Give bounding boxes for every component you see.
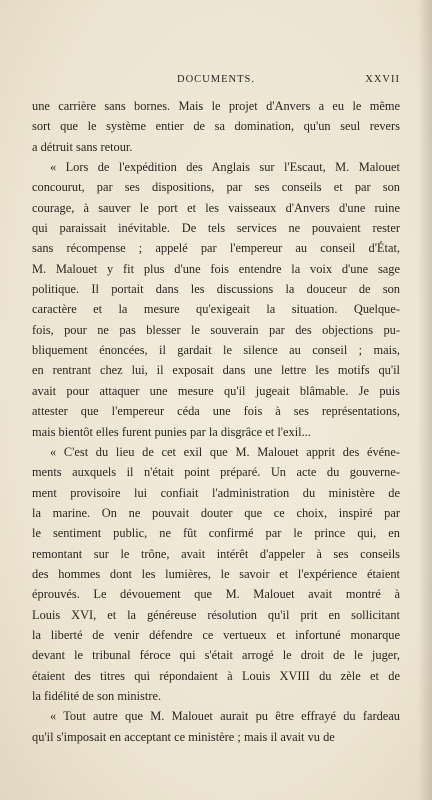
text-line: qui paraissait inévitable. De tels services ne pouvaient rester [32, 221, 400, 236]
text-line: fois, pour ne pas blesser le souverain par des objections pu- [32, 322, 400, 337]
text-line: ments auxquels il n'était point préparé. Un acte du gouverne- [32, 465, 400, 480]
text-line: qu'il s'imposait en acceptant ce ministère ; mais il avait vu de [32, 729, 335, 744]
text-line: politique. Il portait dans les discussions la douceur de son [32, 282, 400, 297]
text-line: Louis XVI, et la généreuse résolution qu'il prit en sollicitant [32, 607, 400, 622]
page-number: XXVII [365, 74, 400, 85]
text-line: « C'est du lieu de cet exil que M. Malouet apprit des événe- [50, 444, 400, 459]
text-line: sans récompense ; appelé par l'empereur au conseil d'État, [32, 241, 400, 256]
paragraph [32, 96, 400, 157]
text-line: « Lors de l'expédition des Anglais sur l'Escaut, M. Malouet [50, 160, 400, 175]
body-text [32, 96, 400, 747]
text-line: une carrière sans bornes. Mais le projet d'Anvers a eu le même [32, 99, 400, 113]
text-line: remontant sur le trône, avait intérêt d'appeler à ses conseils [32, 546, 400, 561]
text-line: la fidélité de son ministre. [32, 688, 162, 703]
text-line: concourut, par ses dispositions, par ses conseils et par son [32, 180, 400, 195]
text-line: en rentrant chez lui, il exposait dans une lettre les motifs qu'il [32, 363, 400, 378]
text-line: la marine. On ne pouvait douter que ce choix, inspiré par [32, 505, 400, 520]
text-line: sort que le système entier de sa domination, qu'un seul revers [32, 119, 400, 134]
text-line: courage, à sauver le port et les vaisseaux d'Anvers d'une ruine [32, 200, 400, 215]
text-line: ment provisoire lui confiait l'administration du ministère de [32, 485, 400, 500]
paragraph [32, 442, 400, 706]
text-line: le sentiment public, ne fût confirmé par le prince qui, en [32, 526, 400, 541]
text-line: « Tout autre que M. Malouet aurait pu être effrayé du fardeau [50, 709, 400, 724]
text-line: a détruit sans retour. [32, 139, 133, 154]
paragraph [32, 157, 400, 442]
running-header [32, 74, 400, 90]
text-line: caractère et la mesure qu'exigeait la situation. Quelque- [32, 302, 400, 317]
text-line: attester que l'empereur céda une fois à ses représentations, [32, 404, 400, 419]
paragraph [32, 706, 400, 747]
running-title: DOCUMENTS. [177, 74, 255, 85]
text-line: M. Malouet y fit plus d'une fois entendre la voix d'une sage [32, 261, 400, 276]
text-line: des hommes dont les lumières, le savoir et l'expérience étaient [32, 566, 400, 581]
text-line: bliquement énoncées, il gardait le silence au conseil ; mais, [32, 343, 400, 358]
text-line: la liberté de venir défendre ce vertueux et infortuné monarque [32, 627, 400, 642]
text-line: mais bientôt elles furent punies par la disgrâce et l'exil... [32, 424, 311, 439]
text-line: éprouvés. Le dévouement que M. Malouet avait montré à [32, 587, 400, 602]
text-line: étaient des titres qui répondaient à Louis XVIII du zèle et de [32, 668, 400, 683]
text-line: avait pour attaquer une mesure qu'il jugeait blâmable. Je puis [32, 383, 400, 398]
text-line: devant le tribunal féroce qui s'était arrogé le droit de le juger, [32, 648, 400, 663]
page-edge-shadow [418, 0, 432, 800]
